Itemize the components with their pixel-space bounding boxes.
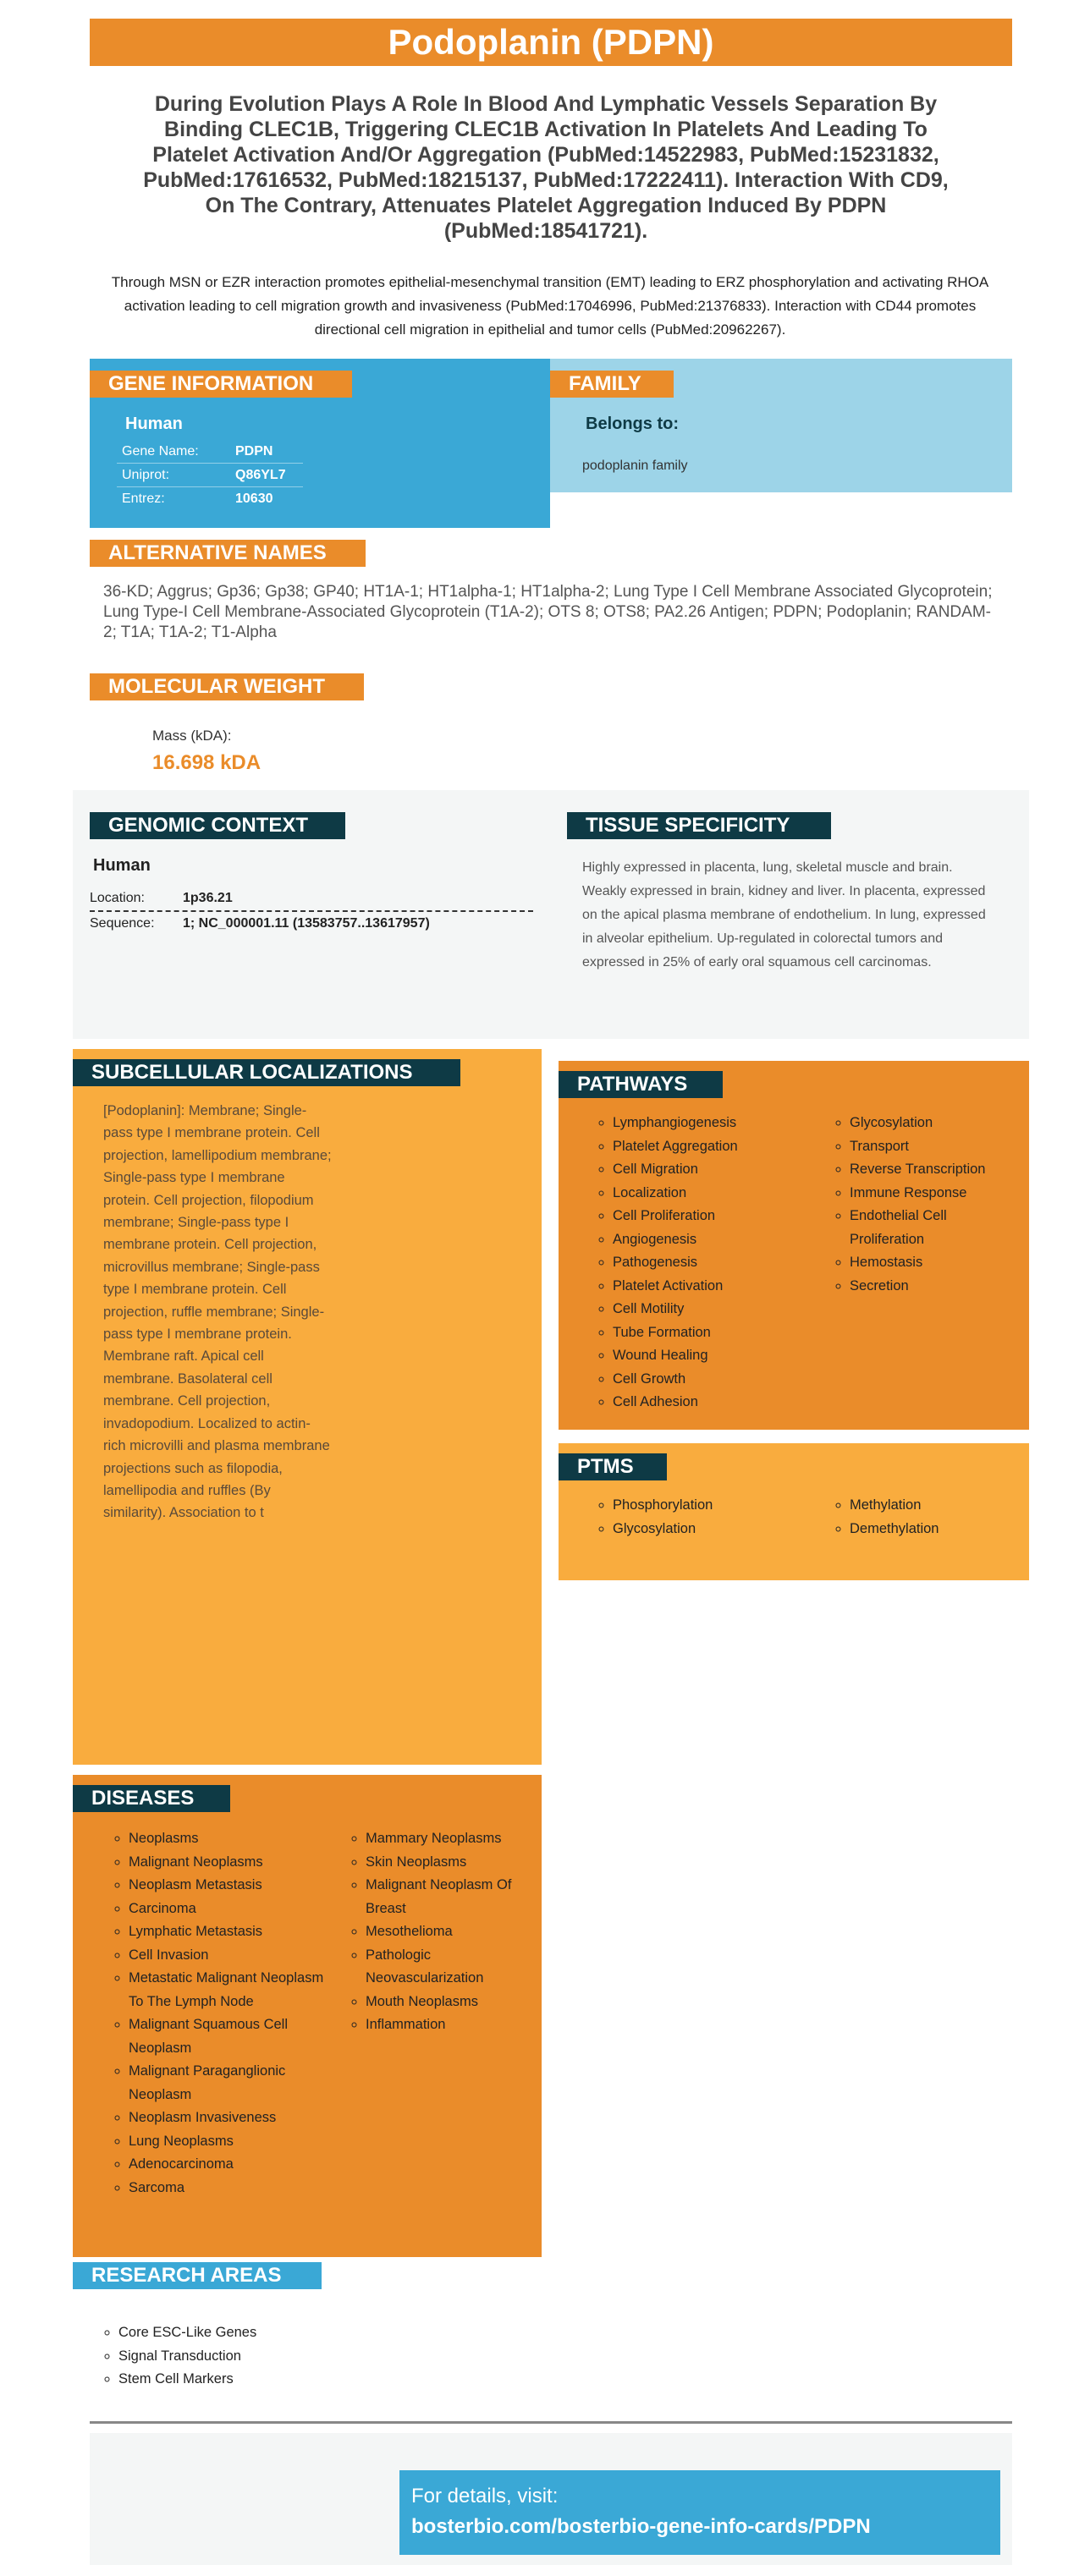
list-item: ◦ Malignant Paraganglionic Neoplasm xyxy=(129,2060,332,2106)
list-item: ◦ Skin Neoplasms xyxy=(366,1851,535,1875)
list-item: ◦ Signal Transduction xyxy=(118,2345,523,2369)
details-label: For details, visit: xyxy=(411,2485,559,2507)
list-item: ◦ Glycosylation xyxy=(850,1112,1019,1135)
research-areas-heading: RESEARCH AREAS xyxy=(73,2262,322,2289)
page-title: Podoplanin (PDPN) xyxy=(90,19,1012,66)
gene-name-value: PDPN xyxy=(235,444,273,459)
gene-row-entrez xyxy=(117,487,303,510)
function-headline: During Evolution Plays A Role In Blood And Lymphatic Vessels Separation By Binding CLEC1B, Triggering CLEC1B Activation In Platelets And Leading To Platelet Activation And/Or Aggregation (PubMed:14522983, PubMed:15231832, PubMed:17616532, PubMed:18215137, PubMed:17222411). Interaction With CD9, On The Contrary, Attenuates Platelet Aggregation Induced By PDPN (PubMed:18541721). xyxy=(143,92,949,243)
list-item: ◦ Lymphatic Metastasis xyxy=(129,1920,332,1944)
list-item: ◦ Tube Formation xyxy=(613,1321,823,1345)
diseases-panel xyxy=(73,1775,542,2257)
ptms-list-col2 xyxy=(831,1494,1019,1541)
genomic-context-heading: GENOMIC CONTEXT xyxy=(90,812,345,839)
details-link[interactable]: bosterbio.com/bosterbio-gene-info-cards/PDPN xyxy=(411,2515,871,2538)
list-item: ◦ Demethylation xyxy=(850,1518,1019,1541)
location-key: Location: xyxy=(90,891,145,905)
location-value: 1p36.21 xyxy=(183,891,233,905)
family-value: podoplanin family xyxy=(582,459,688,473)
list-item: ◦ Cell Proliferation xyxy=(613,1205,823,1228)
pathways-list-col1 xyxy=(594,1112,823,1414)
gene-species: Human xyxy=(125,415,183,433)
gene-information-heading: GENE INFORMATION xyxy=(90,371,352,398)
alternative-names-heading: ALTERNATIVE NAMES xyxy=(90,540,366,567)
subcellular-heading: SUBCELLULAR LOCALIZATIONS xyxy=(73,1059,460,1086)
list-item: ◦ Metastatic Malignant Neoplasm To The Lymph Node xyxy=(129,1967,332,2013)
list-item: ◦ Platelet Activation xyxy=(613,1275,823,1299)
diseases-list-col1 xyxy=(110,1827,332,2200)
list-item: ◦ Mammary Neoplasms xyxy=(366,1827,535,1851)
list-item: ◦ Immune Response xyxy=(850,1182,1019,1206)
list-item: ◦ Methylation xyxy=(850,1494,1019,1518)
genomic-row-sequence xyxy=(90,912,533,936)
details-link-box[interactable] xyxy=(399,2470,1000,2555)
list-item: ◦ Neoplasm Invasiveness xyxy=(129,2106,332,2130)
family-belongs-label: Belongs to: xyxy=(586,415,679,433)
genomic-species: Human xyxy=(93,856,151,875)
ptms-list-col1 xyxy=(594,1494,823,1541)
list-item: ◦ Wound Healing xyxy=(613,1344,823,1368)
list-item: ◦ Cell Motility xyxy=(613,1298,823,1321)
list-item: ◦ Glycosylation xyxy=(613,1518,823,1541)
gene-info-table xyxy=(117,440,303,510)
uniprot-value: Q86YL7 xyxy=(235,468,286,482)
list-item: ◦ Hemostasis xyxy=(850,1251,1019,1275)
list-item: ◦ Phosphorylation xyxy=(613,1494,823,1518)
diseases-list-col2 xyxy=(347,1827,535,2037)
tissue-specificity-heading: TISSUE SPECIFICITY xyxy=(567,812,831,839)
list-item: ◦ Cell Adhesion xyxy=(613,1391,823,1414)
list-item: ◦ Neoplasm Metastasis xyxy=(129,1874,332,1898)
list-item: ◦ Pathologic Neovascularization xyxy=(366,1944,535,1991)
list-item: ◦ Lung Neoplasms xyxy=(129,2130,332,2154)
list-item: ◦ Lymphangiogenesis xyxy=(613,1112,823,1135)
sequence-key: Sequence: xyxy=(90,916,155,931)
sequence-value: 1; NC_000001.11 (13583757..13617957) xyxy=(183,916,430,931)
list-item: ◦ Endothelial Cell Proliferation xyxy=(850,1205,1019,1251)
list-item: ◦ Adenocarcinoma xyxy=(129,2153,332,2177)
research-areas-list xyxy=(100,2321,523,2392)
family-heading: FAMILY xyxy=(550,371,674,398)
ptms-panel xyxy=(559,1443,1029,1580)
ptms-heading: PTMS xyxy=(559,1453,667,1480)
gene-name-key: Gene Name: xyxy=(122,444,199,459)
uniprot-key: Uniprot: xyxy=(122,468,170,482)
list-item: ◦ Neoplasms xyxy=(129,1827,332,1851)
genomic-row-location xyxy=(90,887,533,912)
list-item: ◦ Pathogenesis xyxy=(613,1251,823,1275)
gene-row-name xyxy=(117,440,303,464)
molecular-weight-heading: MOLECULAR WEIGHT xyxy=(90,673,364,700)
list-item: ◦ Inflammation xyxy=(366,2013,535,2037)
list-item: ◦ Stem Cell Markers xyxy=(118,2368,523,2392)
list-item: ◦ Sarcoma xyxy=(129,2177,332,2200)
list-item: ◦ Cell Invasion xyxy=(129,1944,332,1968)
list-item: ◦ Malignant Neoplasms xyxy=(129,1851,332,1875)
list-item: ◦ Malignant Squamous Cell Neoplasm xyxy=(129,2013,332,2060)
list-item: ◦ Cell Migration xyxy=(613,1158,823,1182)
list-item: ◦ Core ESC-Like Genes xyxy=(118,2321,523,2345)
pathways-heading: PATHWAYS xyxy=(559,1071,723,1098)
list-item: ◦ Carcinoma xyxy=(129,1898,332,1921)
list-item: ◦ Cell Growth xyxy=(613,1368,823,1392)
list-item: ◦ Platelet Aggregation xyxy=(613,1135,823,1159)
footer-divider xyxy=(90,2421,1012,2424)
list-item: ◦ Mesothelioma xyxy=(366,1920,535,1944)
list-item: ◦ Malignant Neoplasm Of Breast xyxy=(366,1874,535,1920)
list-item: ◦ Angiogenesis xyxy=(613,1228,823,1252)
subcellular-text: [Podoplanin]: Membrane; Single-pass type I membrane protein. Cell projection, lamellipodium membrane; Single-pass type I membrane protein. Cell projection, filopodium membrane; Single-pass type I membrane protein. Cell projection, microvillus membrane; Single-pass type I membrane protein. Cell projection, ruffle membrane; Single-pass type I membrane protein. Membrane raft. Apical cell membrane. Basolateral cell membrane. Cell projection, invadopodium. Localized to actin-rich microvilli and plasma membrane projections such as filopodia, lamellipodia and ruffles (By similarity). Association to t xyxy=(103,1103,332,1521)
tissue-specificity-text: Highly expressed in placenta, lung, skeletal muscle and brain. Weakly expressed in brain, kidney and liver. In placenta, expressed on the apical plasma membrane of endothelium. In lung, expressed in alveolar epithelium. Up-regulated in colorectal tumors and expressed in 25% of early oral squamous cell carcinomas. xyxy=(582,860,986,969)
list-item: ◦ Secretion xyxy=(850,1275,1019,1299)
genomic-context-table xyxy=(90,887,533,936)
mass-value: 16.698 kDA xyxy=(152,751,261,774)
list-item: ◦ Reverse Transcription xyxy=(850,1158,1019,1182)
list-item: ◦ Localization xyxy=(613,1182,823,1206)
entrez-value: 10630 xyxy=(235,492,273,506)
diseases-heading: DISEASES xyxy=(73,1785,230,1812)
gene-row-uniprot xyxy=(117,464,303,487)
entrez-key: Entrez: xyxy=(122,492,165,506)
alternative-names-text: 36-KD; Aggrus; Gp36; Gp38; GP40; HT1A-1; HT1alpha-1; HT1alpha-2; Lung Type I Cell Membrane Associated Glycoprotein; Lung Type-I Cell Membrane-Associated Glycoprotein (T1A-2); OTS 8; OTS8; PA2.26 Antigen; PDPN; Podoplanin; RANDAM-2; T1A; T1A-2; T1-Alpha xyxy=(103,583,993,641)
pathways-list-col2 xyxy=(831,1112,1019,1298)
list-item: ◦ Transport xyxy=(850,1135,1019,1159)
function-summary: Through MSN or EZR interaction promotes epithelial-mesenchymal transition (EMT) leading to ERZ phosphorylation and activating RHOA activation leading to cell migration growth and invasiveness (PubMed:17046996, PubMed:21376833). Interaction with CD44 promotes directional cell migration in epithelial and tumor cells (PubMed:20962267). xyxy=(111,274,989,338)
mass-label: Mass (kDA): xyxy=(152,728,232,744)
pathways-panel xyxy=(559,1061,1029,1430)
list-item: ◦ Mouth Neoplasms xyxy=(366,1991,535,2014)
